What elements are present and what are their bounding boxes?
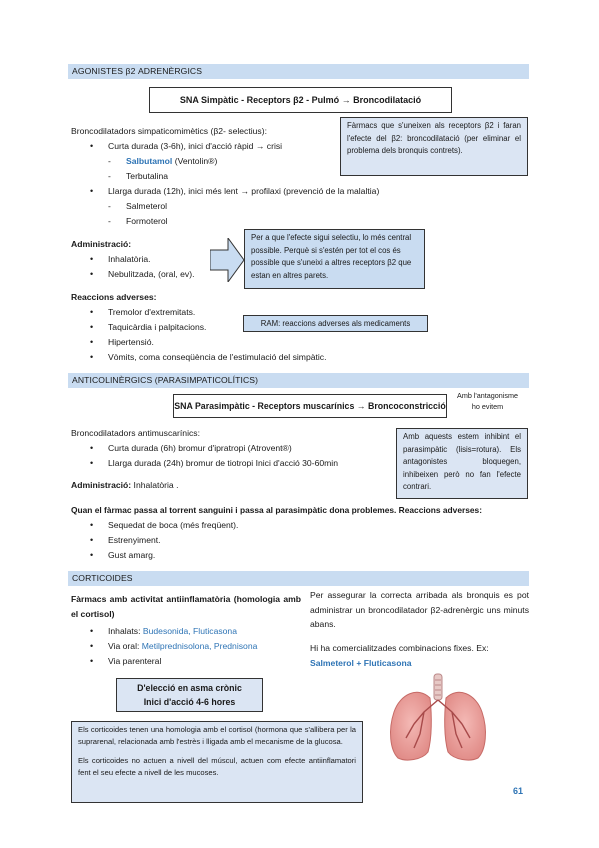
blood-stream-text: Quan el fàrmac passa al torrent sanguini i passa al parasimpàtic dona problemes. Reaccions adverses: [71, 505, 483, 515]
salbutamol-item [126, 156, 217, 166]
corticoids-oral [108, 641, 257, 651]
choice-box-line1: D'elecció en asma crònic [137, 683, 242, 693]
anticholinergics-admin-label: Administració: [71, 480, 132, 490]
formoterol-item: - Formoterol [126, 216, 168, 226]
anticholinergics-side-note: Amb aquests estem inhibint el parasimpàtic (lisis=rotura). Els antagonistes bloquegen, inhibeixen però no fan l'efecte contrari. [396, 428, 528, 499]
agonists-long-acting: • Llarga durada (12h), inici més lent → profilaxi (prevenció de la malaltia) [108, 186, 379, 196]
agonists-admin-label: Administració: [71, 239, 132, 249]
anticholinergics-reaction-item: • Sequedat de boca (més freqüent). [108, 520, 238, 530]
corticoids-intro: Fàrmacs amb activitat antiinflamatòria (homologia amb el cortisol) [71, 594, 301, 619]
inhaled-value: Budesonida, Fluticasona [142, 626, 237, 636]
anticholinergics-reaction-item: • Estrenyiment. [108, 535, 161, 545]
anticholinergics-admin-value: Inhalatòria . [131, 480, 179, 490]
arrow-icon [210, 238, 244, 282]
agonists-reactions-label: Reaccions adverses: [71, 292, 157, 302]
inhaled-label: Inhalats: [108, 626, 143, 636]
anticholinergics-admin [71, 480, 178, 490]
ram-note: RAM: reaccions adverses als medicaments [243, 315, 428, 332]
terbutalina-item: - Terbutalina [126, 171, 168, 181]
corticoids-bottom-note [71, 721, 363, 803]
section-bar-corticoids: CORTICOIDES [68, 571, 529, 586]
agonists-arrow-note: Per a que l'efecte sigui selectiu, lo més central possible. Perquè si s'estén per tot el cos és possible que s'uneixi a altres receptors β2 que estan en altres parets. [244, 229, 425, 289]
page-number: 61 [513, 786, 524, 796]
corticoids-right-p2: Hi ha comercialitzades combinacions fixes. Ex: [310, 643, 489, 653]
anticholinergics-long-acting: • Llarga durada (24h) bromur de tiotropi Inici d'acció 30-60min [108, 458, 338, 468]
chronic-asthma-box [116, 678, 263, 712]
section-bar-anticholinergics: ANTICOLINÈRGICS (PARASIMPATICOLÍTICS) [68, 373, 529, 388]
bottom-note-p1: Els corticoides tenen una homologia amb el cortisol (hormona que s'allibera per la suprarenal, relacionada amb l'estrès i lligada amb el mecanisme de la glucosa. [78, 725, 356, 747]
anticholinergics-short-acting: • Curta durada (6h) bromur d'ipratropi (Atrovent®) [108, 443, 292, 453]
choice-box-line2: Inici d'acció 4-6 hores [143, 697, 236, 707]
oral-value: Metilprednisolona, Prednisona [141, 641, 258, 651]
agonists-intro: Broncodilatadors simpaticomimètics (β2- selectius): [71, 126, 267, 136]
bottom-note-p2: Els corticoides no actuen a nivell del múscul, actuen com efecte antiinflamatori fent el seu efecte a nivell de les mucoses. [78, 755, 356, 778]
anticholinergics-reaction-item: • Gust amarg. [108, 550, 155, 560]
agonists-reaction-item: • Tremolor d'extremitats. [108, 307, 195, 317]
agonists-header-box: SNA Simpàtic - Receptors β2 - Pulmó → Broncodilatació [149, 87, 452, 113]
salmeterol-item: - Salmeterol [126, 201, 167, 211]
corticoids-parenteral: • Via parenteral [108, 656, 161, 666]
corticoids-right-p1: Per assegurar la correcta arribada als bronquis es pot administrar un broncodilatador β2-adrenèrgic uns minuts abans. [310, 590, 529, 629]
salbutamol-brand: (Ventolin®) [172, 156, 218, 166]
corticoids-inhaled [108, 626, 237, 636]
salbutamol-name: Salbutamol [126, 156, 173, 166]
agonists-reaction-item: • Vòmits, coma conseqüència de l'estimulació del simpàtic. [108, 352, 327, 362]
agonists-reaction-item: • Hipertensió. [108, 337, 154, 347]
agonists-admin-item: • Nebulitzada, (oral, ev). [108, 269, 194, 279]
agonists-short-acting: • Curta durada (3-6h), inici d'acció ràpid → crisi [108, 141, 282, 151]
anticholinergics-header-box: SNA Parasimpàtic - Receptors muscarínics → Broncoconstricció [173, 394, 447, 418]
agonists-reaction-item: • Taquicàrdia i palpitacions. [108, 322, 206, 332]
oral-label: Via oral: [108, 641, 142, 651]
agonists-admin-item: • Inhalatòria. [108, 254, 151, 264]
lungs-illustration [384, 672, 492, 764]
antagonism-corner-note: Amb l'antagonisme ho evitem [457, 391, 518, 411]
combo-text: Salmeterol + Fluticasona [310, 658, 412, 668]
agonists-side-note: Fàrmacs que s'uneixen als receptors β2 i faran l'efecte del β2: broncodilatació (per eliminar el problema dels bronquis contrets). [340, 117, 528, 176]
section-bar-agonists: AGONISTES β2 ADRENÈRGICS [68, 64, 529, 79]
anticholinergics-intro: Broncodilatadors antimuscarínics: [71, 428, 200, 438]
